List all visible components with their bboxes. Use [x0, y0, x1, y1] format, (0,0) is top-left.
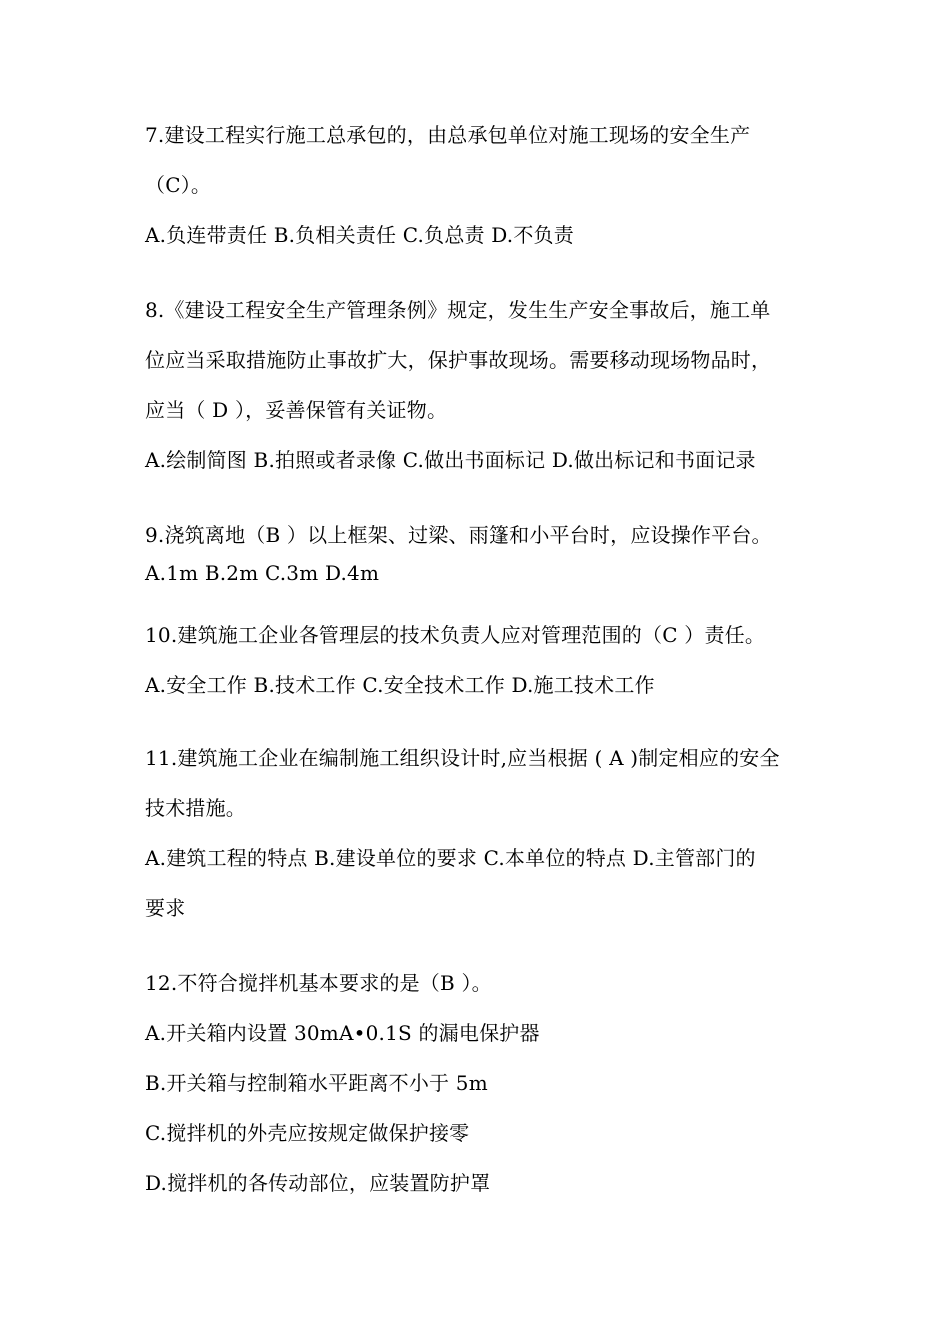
question-7-options: A.负连带责任 B.负相关责任 C.负总责 D.不负责 [145, 223, 574, 247]
question-7-stem-line-2: （C）。 [145, 173, 212, 197]
question-8-stem-line-2: 位应当采取措施防止事故扩大，保护事故现场。需要移动现场物品时， [145, 348, 772, 372]
question-12-option-c: C.搅拌机的外壳应按规定做保护接零 [145, 1121, 470, 1145]
question-8-options: A.绘制简图 B.拍照或者录像 C.做出书面标记 D.做出标记和书面记录 [145, 448, 756, 472]
question-8-stem-line-3: 应当（ D ），妥善保管有关证物。 [145, 398, 448, 422]
question-9-options: A.1m B.2m C.3m D.4m [145, 561, 380, 585]
question-7-stem-line-1: 7.建设工程实行施工总承包的，由总承包单位对施工现场的安全生产 [145, 123, 751, 147]
question-10-options: A.安全工作 B.技术工作 C.安全技术工作 D.施工技术工作 [145, 673, 655, 697]
question-12-option-d: D.搅拌机的各传动部位，应装置防护罩 [145, 1171, 491, 1195]
question-12-option-b: B.开关箱与控制箱水平距离不小于 5m [145, 1071, 488, 1095]
question-10-stem-line-1: 10.建筑施工企业各管理层的技术负责人应对管理范围的（C ）责任。 [145, 623, 766, 647]
question-9-stem-line-1: 9.浇筑离地（B ）以上框架、过梁、雨篷和小平台时，应设操作平台。 [145, 523, 772, 547]
question-12-option-a: A.开关箱内设置 30mA•0.1S 的漏电保护器 [145, 1021, 540, 1045]
question-8-stem-line-1: 8.《建设工程安全生产管理条例》规定，发生生产安全事故后，施工单 [145, 298, 771, 322]
question-11-options-line-2: 要求 [145, 896, 186, 920]
question-11-stem-line-1: 11.建筑施工企业在编制施工组织设计时,应当根据 ( A )制定相应的安全 [145, 746, 780, 770]
question-12-stem-line-1: 12.不符合搅拌机基本要求的是（B ）。 [145, 971, 492, 995]
question-11-options-line-1: A.建筑工程的特点 B.建设单位的要求 C.本单位的特点 D.主管部门的 [145, 846, 756, 870]
question-11-stem-line-2: 技术措施。 [145, 796, 246, 820]
